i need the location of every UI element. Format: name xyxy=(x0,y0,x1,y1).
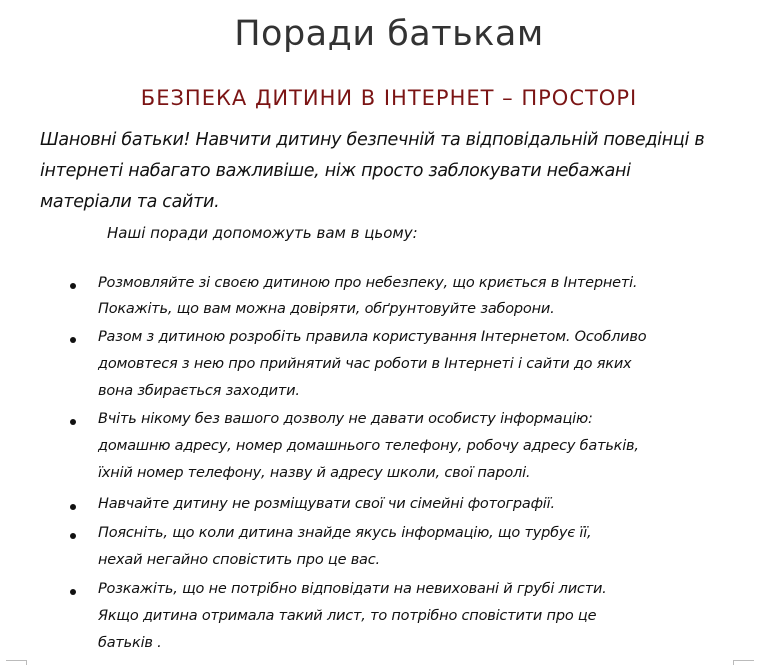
intro-line: Шановні батьки! Навчити дитину безпечній та відповідальній поведінці в xyxy=(40,130,705,150)
tip-line: домашню адресу, номер домашнього телефону, робочу адресу батьків, xyxy=(98,438,639,454)
page-corner-mark xyxy=(26,660,27,665)
tip-line: вона збирається заходити. xyxy=(98,383,300,399)
bullet-icon xyxy=(70,283,76,289)
tip-line: нехай негайно сповістить про це вас. xyxy=(98,552,380,568)
bullet-icon xyxy=(70,504,76,510)
bullet-icon xyxy=(70,589,76,595)
page-subtitle: БЕЗПЕКА ДИТИНИ В ІНТЕРНЕТ – ПРОСТОРІ xyxy=(140,86,638,110)
tip-line: Розмовляйте зі своєю дитиною про небезпеку, що криється в Інтернеті. xyxy=(98,275,638,291)
page-corner-mark xyxy=(6,660,27,661)
tip-line: їхній номер телефону, назву й адресу школи, свої паролі. xyxy=(98,465,531,481)
bullet-icon xyxy=(70,337,76,343)
intro-line: матеріали та сайти. xyxy=(40,192,220,212)
tip-line: Розкажіть, що не потрібно відповідати на невиховані й грубі листи. xyxy=(98,581,607,597)
tip-line: Поясніть, що коли дитина знайде якусь інформацію, що турбує її, xyxy=(98,525,592,541)
page-title: Поради батькам xyxy=(234,14,544,54)
bullet-icon xyxy=(70,533,76,539)
tip-line: Навчайте дитину не розміщувати свої чи сімейні фотографії. xyxy=(98,496,555,512)
bullet-icon xyxy=(70,419,76,425)
page-corner-mark xyxy=(733,660,734,665)
tip-line: батьків . xyxy=(98,635,162,651)
tip-line: Якщо дитина отримала такий лист, то потрібно сповістити про це xyxy=(98,608,597,624)
tip-line: Вчіть нікому без вашого дозволу не давати особисту інформацію: xyxy=(98,411,593,427)
intro-note: Наші поради допоможуть вам в цьому: xyxy=(107,224,418,242)
tip-line: Покажіть, що вам можна довіряти, обґрунтовуйте заборони. xyxy=(98,301,555,317)
intro-line: інтернеті набагато важливіше, ніж просто заблокувати небажані xyxy=(40,161,631,181)
page-corner-mark xyxy=(733,660,754,661)
tip-line: Разом з дитиною розробіть правила користування Інтернетом. Особливо xyxy=(98,329,647,345)
tip-line: домовтеся з нею про прийнятий час роботи в Інтернеті і сайти до яких xyxy=(98,356,632,372)
